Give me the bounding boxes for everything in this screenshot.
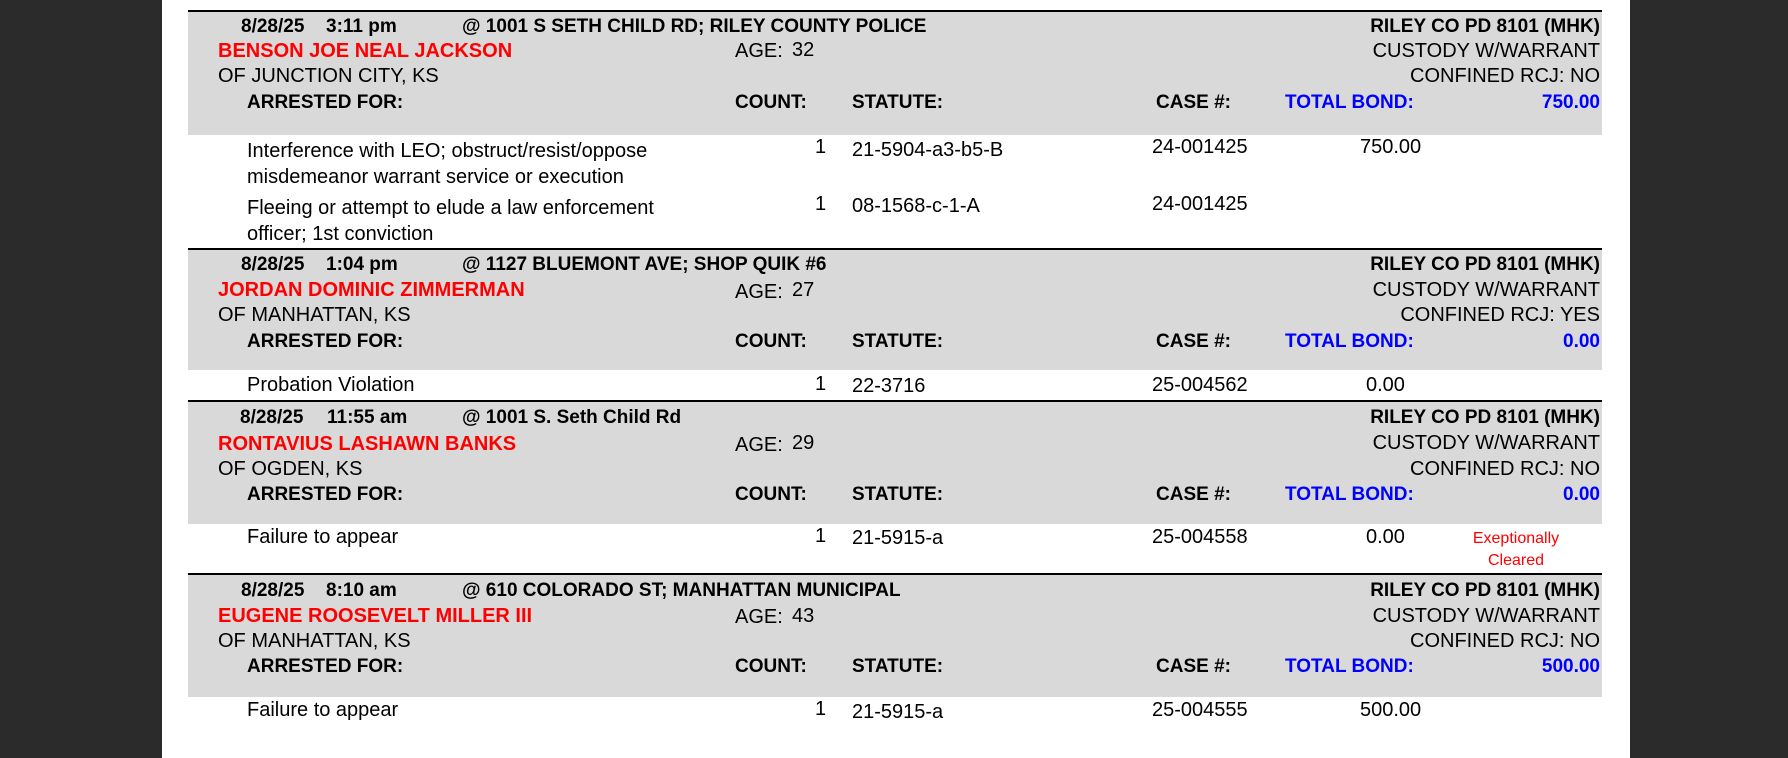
record-header [188,10,1602,135]
arrestee-name: EUGENE ROOSEVELT MILLER III [218,605,533,627]
arrested-for-header: ARRESTED FOR: [247,656,404,677]
charge-bond: 0.00 [1366,526,1405,548]
total-bond-header: TOTAL BOND: [1285,331,1414,352]
statute-header: STATUTE: [852,656,944,677]
charges-list [188,135,1602,244]
charge-bond: 750.00 [1360,136,1422,158]
count-header: COUNT: [735,331,807,352]
case-header: CASE #: [1156,484,1231,505]
statute-header: STATUTE: [852,92,944,113]
arrestee-age: 32 [792,39,815,61]
arrestee-residence: OF JUNCTION CITY, KS [218,65,439,87]
arresting-agency: RILEY CO PD 8101 (MHK) [1370,254,1600,275]
arresting-agency: RILEY CO PD 8101 (MHK) [1370,407,1600,428]
record-header [188,573,1602,697]
total-bond-header: TOTAL BOND: [1285,484,1414,505]
charge-case: 25-004555 [1152,699,1248,721]
charge-case: 25-004558 [1152,526,1248,548]
age-label: AGE: [735,281,783,303]
arrestee-age: 43 [792,605,815,627]
arresting-agency: RILEY CO PD 8101 (MHK) [1370,16,1600,37]
arrest-location: @ 610 COLORADO ST; MANHATTAN MUNICIPAL [462,581,901,600]
record-header [188,248,1602,370]
charge-count: 1 [815,136,827,158]
arrestee-age: 27 [792,279,815,301]
charge-statute: 21-5915-a [852,701,944,723]
arrest-location: @ 1001 S SETH CHILD RD; RILEY COUNTY POLICE [462,17,927,36]
arrest-time: 11:55 am [327,407,408,428]
arrested-for-header: ARRESTED FOR: [247,484,404,505]
statute-header: STATUTE: [852,331,944,352]
total-bond-value: 0.00 [1563,484,1600,505]
age-label: AGE: [735,606,783,628]
disposition-note: Exeptionally Cleared [1472,530,1560,570]
case-header: CASE #: [1156,92,1231,113]
count-header: COUNT: [735,656,807,677]
charge-bond: 500.00 [1360,699,1422,721]
custody-status: CUSTODY W/WARRANT [1372,605,1600,627]
count-header: COUNT: [735,92,807,113]
arrested-for-header: ARRESTED FOR: [247,331,404,352]
arrestee-residence: OF MANHATTAN, KS [218,304,411,326]
arrest-location: @ 1127 BLUEMONT AVE; SHOP QUIK #6 [462,255,827,274]
arrest-location: @ 1001 S. Seth Child Rd [462,408,682,427]
custody-status: CUSTODY W/WARRANT [1372,432,1600,454]
confined-status: CONFINED RCJ: NO [1410,65,1600,87]
charges-list [188,697,1602,737]
confined-status: CONFINED RCJ: NO [1410,458,1600,480]
report-page [162,0,1630,758]
arrest-date: 8/28/25 [240,407,304,428]
custody-status: CUSTODY W/WARRANT [1372,40,1600,62]
arrest-date: 8/28/25 [241,254,305,275]
total-bond-value: 500.00 [1541,656,1600,677]
charge-case: 24-001425 [1152,136,1248,158]
arrest-time: 1:04 pm [326,254,398,275]
charge-count: 1 [815,193,827,215]
arrestee-residence: OF MANHATTAN, KS [218,630,411,652]
age-label: AGE: [735,40,783,62]
arresting-agency: RILEY CO PD 8101 (MHK) [1370,580,1600,601]
charge-case: 24-001425 [1152,193,1248,215]
charge-count: 1 [815,525,827,547]
statute-header: STATUTE: [852,484,944,505]
charge-count: 1 [815,373,827,395]
charge-statute: 22-3716 [852,375,926,397]
arrest-time: 3:11 pm [326,16,397,37]
charge-offense: Failure to appear [247,699,399,721]
charge-statute: 21-5915-a [852,527,944,549]
arrestee-name: JORDAN DOMINIC ZIMMERMAN [218,279,525,301]
charge-bond: 0.00 [1366,374,1405,396]
record-header [188,400,1602,524]
arrest-date: 8/28/25 [241,580,305,601]
arrested-for-header: ARRESTED FOR: [247,92,404,113]
arrest-date: 8/28/25 [241,16,305,37]
arrest-time: 8:10 am [326,580,397,601]
charge-count: 1 [815,698,827,720]
confined-status: CONFINED RCJ: YES [1400,304,1600,326]
count-header: COUNT: [735,484,807,505]
total-bond-header: TOTAL BOND: [1285,92,1414,113]
arrestee-age: 29 [792,432,815,454]
charge-statute: 08-1568-c-1-A [852,195,980,217]
charges-list [188,370,1602,399]
charge-case: 25-004562 [1152,374,1248,396]
arrestee-name: RONTAVIUS LASHAWN BANKS [218,433,517,455]
charge-offense: Failure to appear [247,526,399,548]
arrestee-residence: OF OGDEN, KS [218,458,363,480]
custody-status: CUSTODY W/WARRANT [1372,279,1600,301]
total-bond-value: 0.00 [1563,331,1600,352]
charge-offense: Fleeing or attempt to elude a law enforcement officer; 1st conviction [247,197,654,245]
confined-status: CONFINED RCJ: NO [1410,630,1600,652]
arrestee-name: BENSON JOE NEAL JACKSON [218,40,513,62]
case-header: CASE #: [1156,656,1231,677]
charges-list [188,524,1602,572]
charge-statute: 21-5904-a3-b5-B [852,139,1004,161]
total-bond-value: 750.00 [1541,92,1600,113]
charge-offense: Interference with LEO; obstruct/resist/oppose misdemeanor warrant service or execution [247,140,648,188]
total-bond-header: TOTAL BOND: [1285,656,1414,677]
charge-offense: Probation Violation [247,374,415,396]
age-label: AGE: [735,434,783,456]
case-header: CASE #: [1156,331,1231,352]
